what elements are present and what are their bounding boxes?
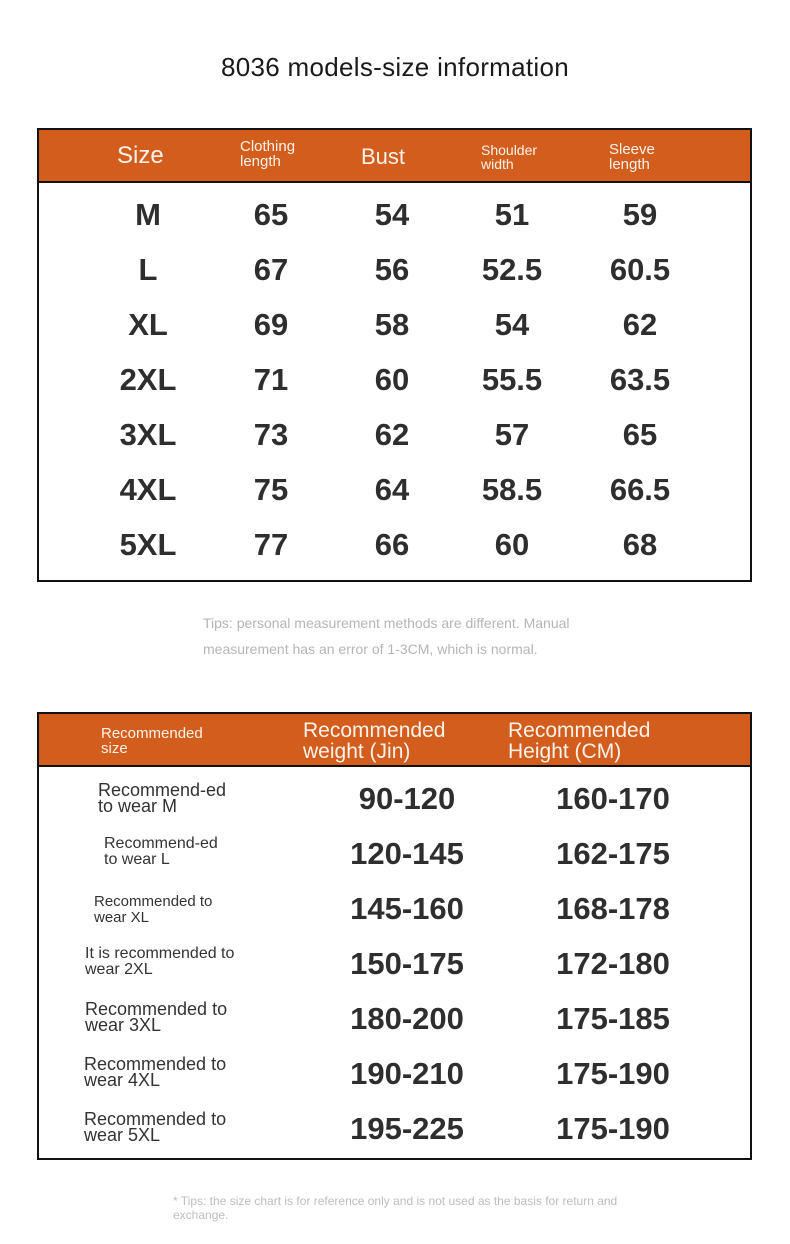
recommend-table — [37, 712, 752, 1160]
header-recommended-height: Recommended Height (CM) — [508, 719, 651, 763]
cell-weight: 120-145 — [350, 836, 464, 871]
cell-size: L — [138, 252, 158, 287]
cell-bust: 60 — [374, 362, 410, 397]
cell-height: 175-190 — [556, 1111, 670, 1146]
table-row — [39, 297, 750, 352]
table-row — [39, 242, 750, 297]
header-bust: Bust — [361, 144, 406, 169]
table-row — [39, 407, 750, 462]
cell-recommend-label: It is recommended to wear 2XL — [85, 945, 235, 978]
cell-bust: 66 — [374, 527, 410, 562]
cell-shoulder-width: 55.5 — [481, 362, 543, 397]
table-row — [39, 991, 750, 1046]
header-recommended-weight: Recommended weight (Jin) — [303, 719, 446, 763]
cell-height: 175-185 — [556, 1001, 670, 1036]
cell-sleeve-length: 68 — [622, 527, 658, 562]
cell-bust: 54 — [374, 197, 410, 232]
cell-shoulder-width: 60 — [494, 527, 530, 562]
cell-size: 3XL — [119, 417, 177, 452]
cell-recommend-label: Recommended to wear XL — [94, 893, 213, 926]
recommend-table-header — [39, 714, 750, 767]
table-row — [39, 462, 750, 517]
header-recommended-size: Recommended size — [101, 725, 203, 757]
cell-bust: 58 — [374, 307, 410, 342]
cell-clothing-length: 71 — [253, 362, 289, 397]
cell-size: XL — [128, 307, 168, 342]
page-title: 8036 models-size information — [220, 52, 569, 82]
cell-height: 168-178 — [556, 891, 670, 926]
cell-shoulder-width: 58.5 — [481, 472, 543, 507]
table-row — [39, 187, 750, 242]
cell-recommend-label: Recommended to wear 3XL — [85, 999, 228, 1035]
size-table — [37, 128, 752, 582]
cell-size: 5XL — [119, 527, 177, 562]
cell-weight: 145-160 — [350, 891, 464, 926]
size-table-header — [39, 130, 750, 183]
cell-clothing-length: 69 — [253, 307, 289, 342]
table-row — [39, 771, 750, 826]
header-clothing-length: Clothing length — [240, 138, 296, 170]
header-sleeve-length: Sleeve length — [609, 141, 655, 173]
cell-recommend-label: Recommended to wear 5XL — [84, 1109, 227, 1145]
cell-recommend-label: Recommend-ed to wear L — [104, 835, 218, 868]
cell-size: M — [135, 197, 161, 232]
cell-clothing-length: 67 — [253, 252, 289, 287]
cell-weight: 190-210 — [350, 1056, 464, 1091]
cell-recommend-label: Recommended to wear 4XL — [84, 1054, 227, 1090]
cell-height: 172-180 — [556, 946, 670, 981]
table-row — [39, 1046, 750, 1101]
table-row — [39, 826, 750, 881]
cell-size: 2XL — [119, 362, 177, 397]
cell-height: 160-170 — [556, 781, 670, 816]
cell-recommend-label: Recommend-ed to wear M — [98, 780, 227, 816]
cell-sleeve-length: 59 — [622, 197, 658, 232]
cell-sleeve-length: 65 — [622, 417, 658, 452]
cell-shoulder-width: 52.5 — [481, 252, 543, 287]
header-shoulder-width: Shoulder width — [481, 142, 538, 172]
reference-tips: * Tips: the size chart is for reference only and is not used as the basis for return and exchange. — [173, 1194, 618, 1222]
cell-shoulder-width: 57 — [494, 417, 530, 452]
cell-bust: 64 — [374, 472, 410, 507]
cell-weight: 195-225 — [350, 1111, 464, 1146]
table-row — [39, 936, 750, 991]
cell-height: 175-190 — [556, 1056, 670, 1091]
cell-clothing-length: 73 — [253, 417, 289, 452]
table-row — [39, 881, 750, 936]
table-row — [39, 1101, 750, 1156]
cell-sleeve-length: 63.5 — [609, 362, 671, 397]
cell-weight: 150-175 — [350, 946, 464, 981]
cell-size: 4XL — [119, 472, 177, 507]
cell-bust: 56 — [374, 252, 410, 287]
cell-weight: 180-200 — [350, 1001, 464, 1036]
table-row — [39, 352, 750, 407]
cell-sleeve-length: 62 — [622, 307, 658, 342]
cell-shoulder-width: 51 — [494, 197, 530, 232]
measurement-tips: Tips: personal measurement methods are different. Manual measurement has an error of 1-3CM, which is normal. — [203, 615, 570, 657]
table-row — [39, 517, 750, 572]
cell-clothing-length: 65 — [253, 197, 289, 232]
cell-shoulder-width: 54 — [494, 307, 530, 342]
cell-height: 162-175 — [556, 836, 670, 871]
cell-clothing-length: 75 — [253, 472, 289, 507]
cell-sleeve-length: 60.5 — [609, 252, 671, 287]
cell-weight: 90-120 — [358, 781, 456, 816]
header-size: Size — [117, 142, 164, 169]
cell-bust: 62 — [374, 417, 410, 452]
cell-clothing-length: 77 — [253, 527, 289, 562]
cell-sleeve-length: 66.5 — [609, 472, 671, 507]
